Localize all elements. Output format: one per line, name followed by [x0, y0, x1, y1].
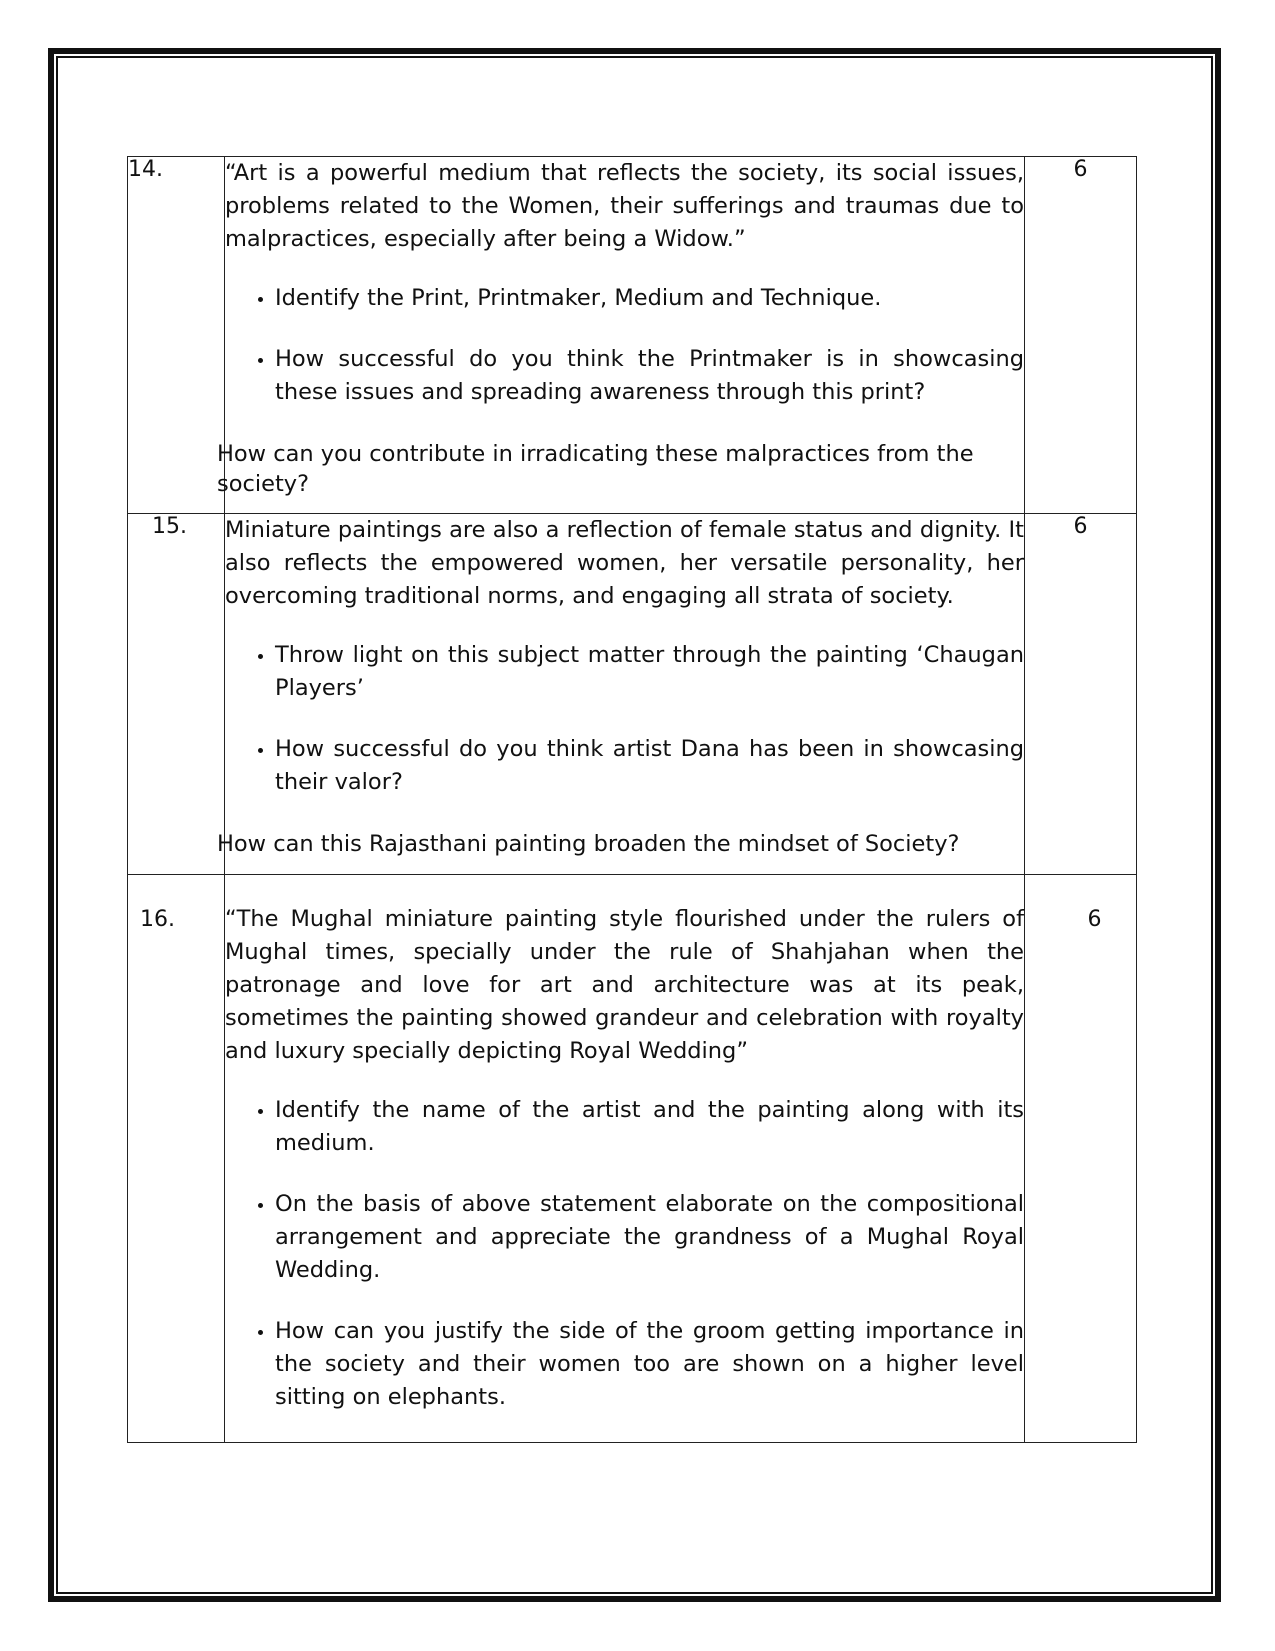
question-intro: Miniature paintings are also a reflection of female status and dignity. It also reflects the empowered women, her versatile personality, her overcoming traditional norms, and engaging all strata of society.	[225, 517, 1024, 609]
question-points	[225, 639, 1024, 799]
question-closing: How can you contribute in irradicating these malpractices from the society?	[217, 441, 974, 497]
question-marks: 6	[1025, 875, 1137, 1443]
question-point: • How can you justify the side of the groom getting importance in the society and their women too are shown on a higher level sitting on elephants.	[275, 1315, 1024, 1414]
question-points	[225, 282, 1024, 409]
question-number: 14.	[128, 157, 225, 514]
question-body	[225, 875, 1025, 1443]
question-body	[217, 514, 1025, 875]
question-marks: 6	[1025, 157, 1137, 514]
question-point: • How successful do you think artist Dana has been in showcasing their valor?	[275, 733, 1024, 799]
question-number: 16.	[128, 875, 225, 1443]
question-marks: 6	[1025, 514, 1137, 875]
question-number: 15.	[128, 514, 225, 875]
question-body	[217, 157, 1025, 514]
question-closing: How can this Rajasthani painting broaden the mindset of Society?	[217, 831, 960, 857]
question-intro: “Art is a powerful medium that reflects the society, its social issues, problems related to the Women, their sufferings and traumas due to malpractices, especially after being a Widow.”	[225, 160, 1024, 252]
question-point: • Identify the Print, Printmaker, Medium and Technique.	[275, 282, 1024, 315]
question-intro: “The Mughal miniature painting style flourished under the rulers of Mughal times, specially under the rule of Shahjahan when the patronage and love for art and architecture was at its peak, sometimes the painting showed grandeur and celebration with royalty and luxury specially depicting Royal Wedding”	[225, 906, 1024, 1064]
question-point: • Identify the name of the artist and the painting along with its medium.	[275, 1094, 1024, 1160]
questions-table	[127, 156, 1137, 1443]
question-point: • On the basis of above statement elaborate on the compositional arrangement and appreciate the grandness of a Mughal Royal Wedding.	[275, 1188, 1024, 1287]
question-point: • Throw light on this subject matter through the painting ‘Chaugan Players’	[275, 639, 1024, 705]
question-row-15	[128, 514, 1137, 875]
question-points	[225, 1094, 1024, 1414]
question-point: • How successful do you think the Printmaker is in showcasing these issues and spreading awareness through this print?	[275, 343, 1024, 409]
question-row-16	[128, 875, 1137, 1443]
question-row-14	[128, 157, 1137, 514]
